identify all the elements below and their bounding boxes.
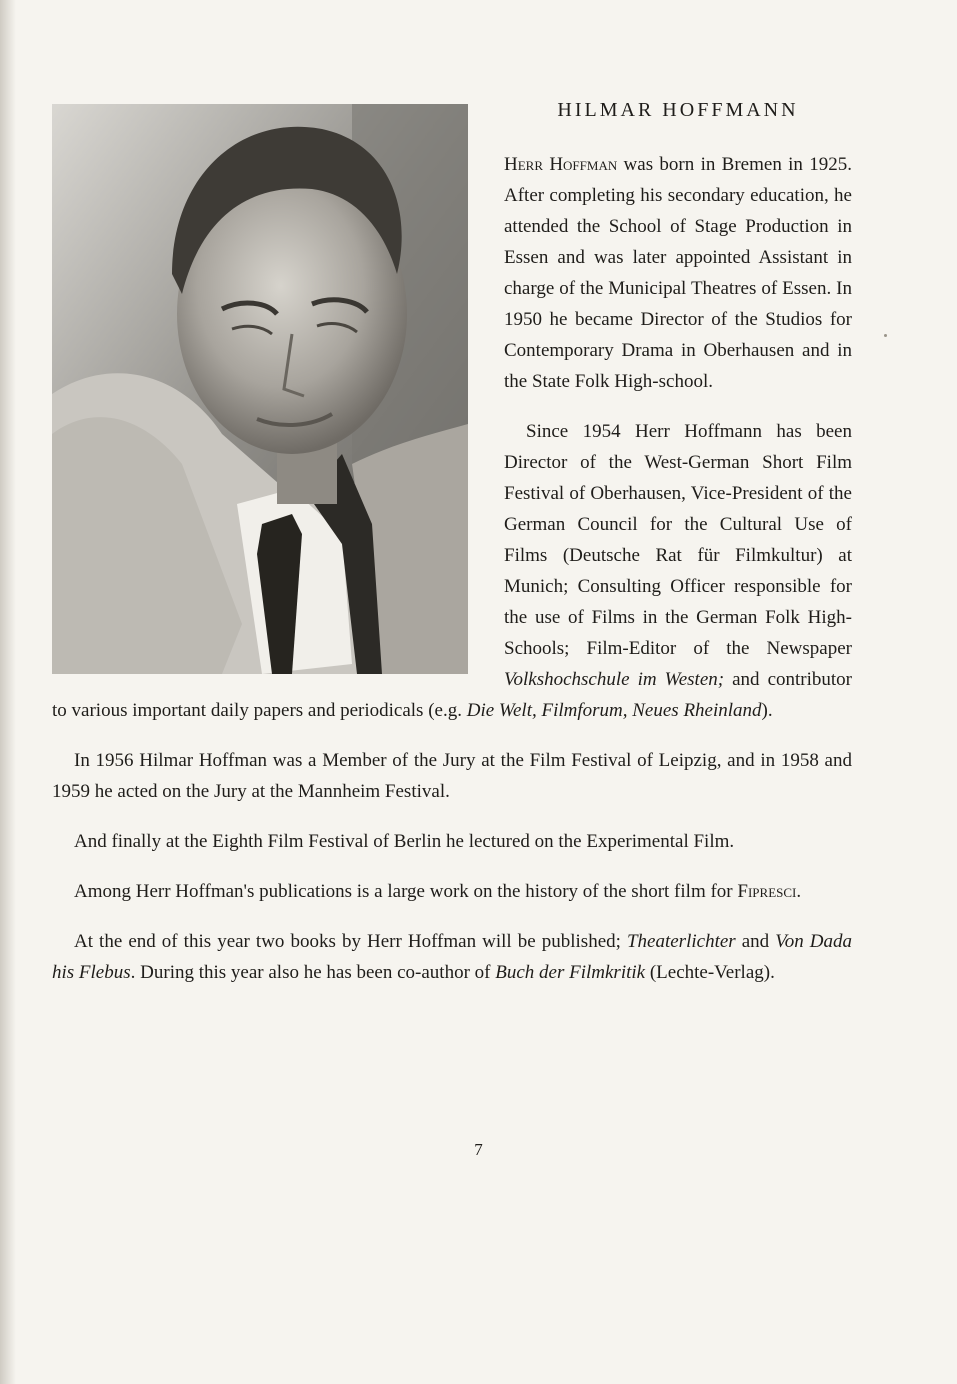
page-edge-shadow [0, 0, 16, 1384]
paragraph-6-text-3: . During this year also he has been co-author of [130, 962, 496, 983]
name-lead: Herr Hoffman [504, 154, 618, 175]
paper-speck [884, 334, 887, 337]
book-title-2: Von Dada his Flebus [52, 931, 852, 983]
paragraph-6-text-1: At the end of this year two books by Herr Hoffman will be published; [74, 931, 627, 952]
page-number: 7 [474, 1140, 483, 1159]
paragraph-5 [52, 876, 852, 907]
page-title: HILMAR HOFFMANN [557, 99, 799, 121]
book-title-1: Theaterlichter [626, 931, 736, 952]
paragraph-2-text-1: Since 1954 Herr Hoffmann has been Director of the West-German Short Film Festival of Oberhausen, Vice-President of the German Council for the Cultural Use of Films (Deutsche Rat für Filmkultur) at Munich; Consulting Officer responsible for the use of Films in the German Folk High-Schools; Film-Editor of the Newspaper [504, 421, 852, 659]
newspaper-title: Volkshochschule im Westen; [504, 669, 725, 690]
photo-spacer [52, 95, 504, 695]
paragraph-2-text-3: ). [761, 700, 773, 721]
organization-name: Fipresci [737, 881, 797, 902]
book-title-3: Buch der Filmkritik [495, 962, 646, 983]
paragraph-4: And finally at the Eighth Film Festival of Berlin he lectured on the Experimental Film. [74, 831, 735, 852]
periodical-titles: Die Welt, Filmforum, Neues Rheinland [466, 700, 762, 721]
paragraph-5-end: . [796, 881, 802, 902]
paragraph-6 [52, 926, 852, 988]
paragraph-5-text: Among Herr Hoffman's publications is a large work on the history of the short film for [74, 881, 738, 902]
paragraph-2-text-2: and contributor to various important daily papers and periodicals (e.g. [52, 669, 853, 721]
paragraph-6-text-2: and [735, 931, 776, 952]
article-body [52, 95, 852, 1007]
paragraph-6-text-4: (Lechte-Verlag). [645, 962, 775, 983]
paragraph-3: In 1956 Hilmar Hoffman was a Member of the Jury at the Film Festival of Leipzig, and in 1958 and 1959 he acted on the Jury at the Mannheim Festival. [52, 750, 852, 802]
paragraph-1-text: was born in Bremen in 1925. After completing his secondary education, he attended the School of Stage Production in Essen and was later appointed Assistant in charge of the Municipal Theatres of Essen. In 1950 he became Director of the Studios for Contemporary Drama in Oberhausen and in the State Folk High-school. [504, 154, 852, 392]
